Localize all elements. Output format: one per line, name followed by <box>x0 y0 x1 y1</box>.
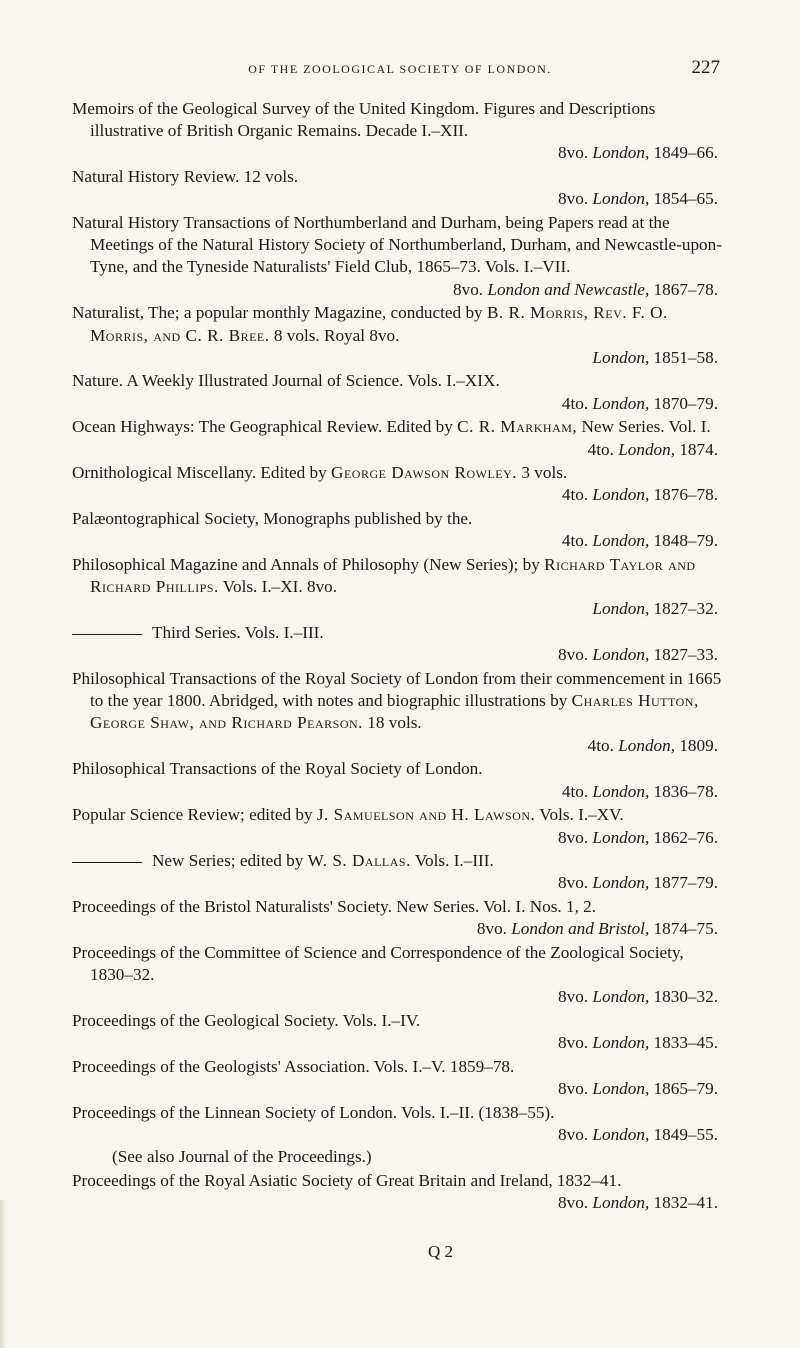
entry-title: Naturalist, The; a popular monthly Magazine, conducted by <box>72 303 487 323</box>
entry-title: Ocean Highways: The Geographical Review. Edited by <box>72 417 458 437</box>
entry-title: Natural History Transactions of Northumberland and Durham, being Papers read at the Meetings of the Natural History Society of Northumberland, Durham, and Newcastle-upon-Tyne, and the Tyneside Naturalists' Field Club, 1865–73. Vols. I.–VII. <box>72 213 722 277</box>
bibliography-entry <box>72 804 722 848</box>
bibliography-list <box>72 98 722 1216</box>
bibliography-entry <box>72 212 722 301</box>
entry-years: 1827–32. <box>653 599 718 619</box>
entry-place: London, <box>592 1079 650 1099</box>
entry-format: 4to. <box>561 781 589 801</box>
entry-imprint <box>90 1192 722 1214</box>
bibliography-entry <box>72 302 722 369</box>
page-number: 227 <box>691 57 720 78</box>
entry-years: 1836–78. <box>653 781 718 801</box>
entry-years: 1849–55. <box>653 1125 718 1145</box>
entry-place: London, <box>592 781 650 801</box>
bibliography-entry <box>72 1010 722 1054</box>
entry-authors: George Dawson Rowley. <box>331 463 518 483</box>
entry-title: Proceedings of the Geologists' Association. Vols. I.–V. 1859–78. <box>72 1057 515 1077</box>
entry-details: Vols. I.–XV. <box>535 805 624 825</box>
bibliography-entry <box>72 1170 722 1214</box>
entry-years: 1827–33. <box>653 645 718 665</box>
entry-authors: B. R. Morris, Rev. F. O. Morris, and C. R. Bree. <box>90 303 668 345</box>
entry-title: Natural History Review. 12 vols. <box>72 167 299 187</box>
entry-years: 1851–58. <box>653 347 718 367</box>
entry-place: London and Newcastle, <box>487 279 650 299</box>
entry-title: Proceedings of the Geological Society. Vols. I.–IV. <box>72 1011 421 1031</box>
entry-format: 8vo. <box>558 143 589 163</box>
entry-title: Philosophical Transactions of the Royal Society of London. <box>72 759 483 779</box>
entry-years: 1865–79. <box>653 1079 718 1099</box>
entry-details: 8 vols. Royal 8vo. <box>269 325 400 345</box>
entry-format: 8vo. <box>453 279 484 299</box>
entry-authors: W. S. Dallas. <box>307 851 411 871</box>
entry-imprint <box>90 347 722 369</box>
entry-place: London and Bristol, <box>511 919 650 939</box>
entry-title: Memoirs of the Geological Survey of the United Kingdom. Figures and Descriptions illustrative of British Organic Remains. Decade I.–XII. <box>72 99 656 141</box>
entry-imprint <box>90 1078 722 1100</box>
entry-imprint <box>90 986 722 1008</box>
entry-format: 8vo. <box>476 919 507 939</box>
bibliography-entry <box>72 850 722 894</box>
entry-title: Third Series. Vols. I.–III. <box>152 623 324 643</box>
entry-title: Palæontographical Society, Monographs published by the. <box>72 509 473 529</box>
entry-imprint <box>90 530 722 552</box>
entry-imprint <box>90 279 722 301</box>
entry-title: Nature. A Weekly Illustrated Journal of Science. Vols. I.–XIX. <box>72 371 500 391</box>
entry-years: 1833–45. <box>653 1033 718 1053</box>
bibliography-entry <box>72 98 722 165</box>
bibliography-entry <box>72 758 722 802</box>
ditto-dash <box>72 862 142 863</box>
entry-title: Philosophical Transactions of the Royal Society of London from their commencement in 1665 to the year 1800. Abridged, with notes and biographic illustrations by <box>72 669 722 711</box>
running-head: OF THE ZOOLOGICAL SOCIETY OF LONDON. <box>248 62 552 76</box>
entry-imprint <box>90 644 722 666</box>
bibliography-entry <box>72 1056 722 1100</box>
entry-place: London, <box>592 645 650 665</box>
entry-imprint <box>90 484 722 506</box>
signature-mark: Q 2 <box>428 1242 454 1261</box>
entry-place: London, <box>592 873 650 893</box>
entry-imprint <box>90 393 722 415</box>
entry-title: Popular Science Review; edited by <box>72 805 317 825</box>
entry-authors: C. R. Markham, <box>457 417 578 437</box>
bibliography-entry <box>72 896 722 940</box>
entry-format: 4to. <box>587 735 614 755</box>
entry-place: London, <box>618 439 676 459</box>
entry-years: 1877–79. <box>653 873 718 893</box>
bibliography-entry <box>72 462 722 506</box>
entry-place: London, <box>592 143 650 163</box>
entry-format: 8vo. <box>558 1125 589 1145</box>
entry-details: 3 vols. <box>517 463 568 483</box>
entry-place: London, <box>592 347 650 367</box>
entry-authors: J. Samuelson and H. Lawson. <box>316 805 536 825</box>
entry-format: 4to. <box>561 531 589 551</box>
ditto-dash <box>72 634 142 635</box>
entry-details: New Series. Vol. I. <box>577 417 711 437</box>
entry-format: 8vo. <box>558 1079 589 1099</box>
entry-note: (See also Journal of the Proceedings.) <box>112 1147 372 1167</box>
entry-years: 1876–78. <box>653 485 718 505</box>
entry-years: 1848–79. <box>653 531 718 551</box>
entry-years: 1849–66. <box>653 143 718 163</box>
bibliography-entry <box>72 370 722 414</box>
entry-years: 1862–76. <box>653 827 718 847</box>
bibliography-entry <box>72 942 722 1009</box>
entry-title: Proceedings of the Linnean Society of London. Vols. I.–II. (1838–55). <box>72 1102 555 1122</box>
entry-authors: Richard Taylor and Richard Phillips. <box>90 555 696 597</box>
entry-place: London, <box>592 827 650 847</box>
entry-format: 8vo. <box>558 645 589 665</box>
entry-title: Proceedings of the Bristol Naturalists' Society. New Series. Vol. I. Nos. 1, 2. <box>72 897 597 917</box>
entry-place: London, <box>592 1193 650 1213</box>
bibliography-entry <box>72 668 722 757</box>
entry-format: 8vo. <box>558 1193 589 1213</box>
entry-format: 8vo. <box>558 1033 589 1053</box>
entry-place: London, <box>592 393 650 413</box>
bibliography-entry <box>72 166 722 210</box>
entry-years: 1874. <box>679 439 718 459</box>
entry-title: Proceedings of the Committee of Science and Correspondence of the Zoological Society, 1830–32. <box>72 943 684 985</box>
entry-format: 4to. <box>561 485 589 505</box>
entry-format: 4to. <box>561 393 589 413</box>
entry-years: 1867–78. <box>653 279 718 299</box>
entry-place: London, <box>592 987 650 1007</box>
entry-imprint <box>90 827 722 849</box>
entry-place: London, <box>618 735 676 755</box>
entry-place: London, <box>592 1033 650 1053</box>
bibliography-entry <box>72 1102 722 1169</box>
entry-years: 1809. <box>679 735 718 755</box>
entry-title: Ornithological Miscellany. Edited by <box>72 463 332 483</box>
entry-imprint <box>90 1032 722 1054</box>
bibliography-entry <box>72 416 722 460</box>
page-edge-shadow <box>0 1200 6 1348</box>
entry-format: 4to. <box>587 439 614 459</box>
entry-years: 1870–79. <box>653 393 718 413</box>
entry-details: Vols. I.–XI. 8vo. <box>218 577 338 597</box>
entry-imprint <box>90 918 722 940</box>
entry-format: 8vo. <box>558 873 589 893</box>
entry-place: London, <box>592 485 650 505</box>
entry-imprint <box>90 439 722 461</box>
entry-details: Vols. I.–III. <box>410 851 494 871</box>
entry-place: London, <box>592 189 650 209</box>
entry-place: London, <box>592 531 650 551</box>
bibliography-entry <box>72 622 722 666</box>
bibliography-entry <box>72 508 722 552</box>
entry-format: 8vo. <box>558 827 589 847</box>
entry-imprint <box>90 1124 722 1146</box>
entry-format: 8vo. <box>558 987 589 1007</box>
entry-imprint <box>90 188 722 210</box>
bibliography-entry <box>72 554 722 621</box>
entry-place: London, <box>592 599 650 619</box>
entry-years: 1854–65. <box>653 189 718 209</box>
entry-title: Proceedings of the Royal Asiatic Society of Great Britain and Ireland, 1832–41. <box>72 1171 622 1191</box>
entry-details: 18 vols. <box>362 713 422 733</box>
entry-years: 1832–41. <box>653 1193 718 1213</box>
entry-authors: Charles Hutton, George Shaw, and Richard Pearson. <box>90 691 699 733</box>
entry-imprint <box>90 142 722 164</box>
entry-imprint <box>90 598 722 620</box>
entry-title: Philosophical Magazine and Annals of Philosophy (New Series); by <box>72 555 545 575</box>
entry-place: London, <box>592 1125 650 1145</box>
entry-imprint <box>90 735 722 757</box>
entry-imprint <box>90 872 722 894</box>
entry-imprint <box>90 781 722 803</box>
entry-years: 1874–75. <box>653 919 718 939</box>
entry-title: New Series; edited by <box>152 851 308 871</box>
entry-format: 8vo. <box>558 189 589 209</box>
entry-years: 1830–32. <box>653 987 718 1007</box>
